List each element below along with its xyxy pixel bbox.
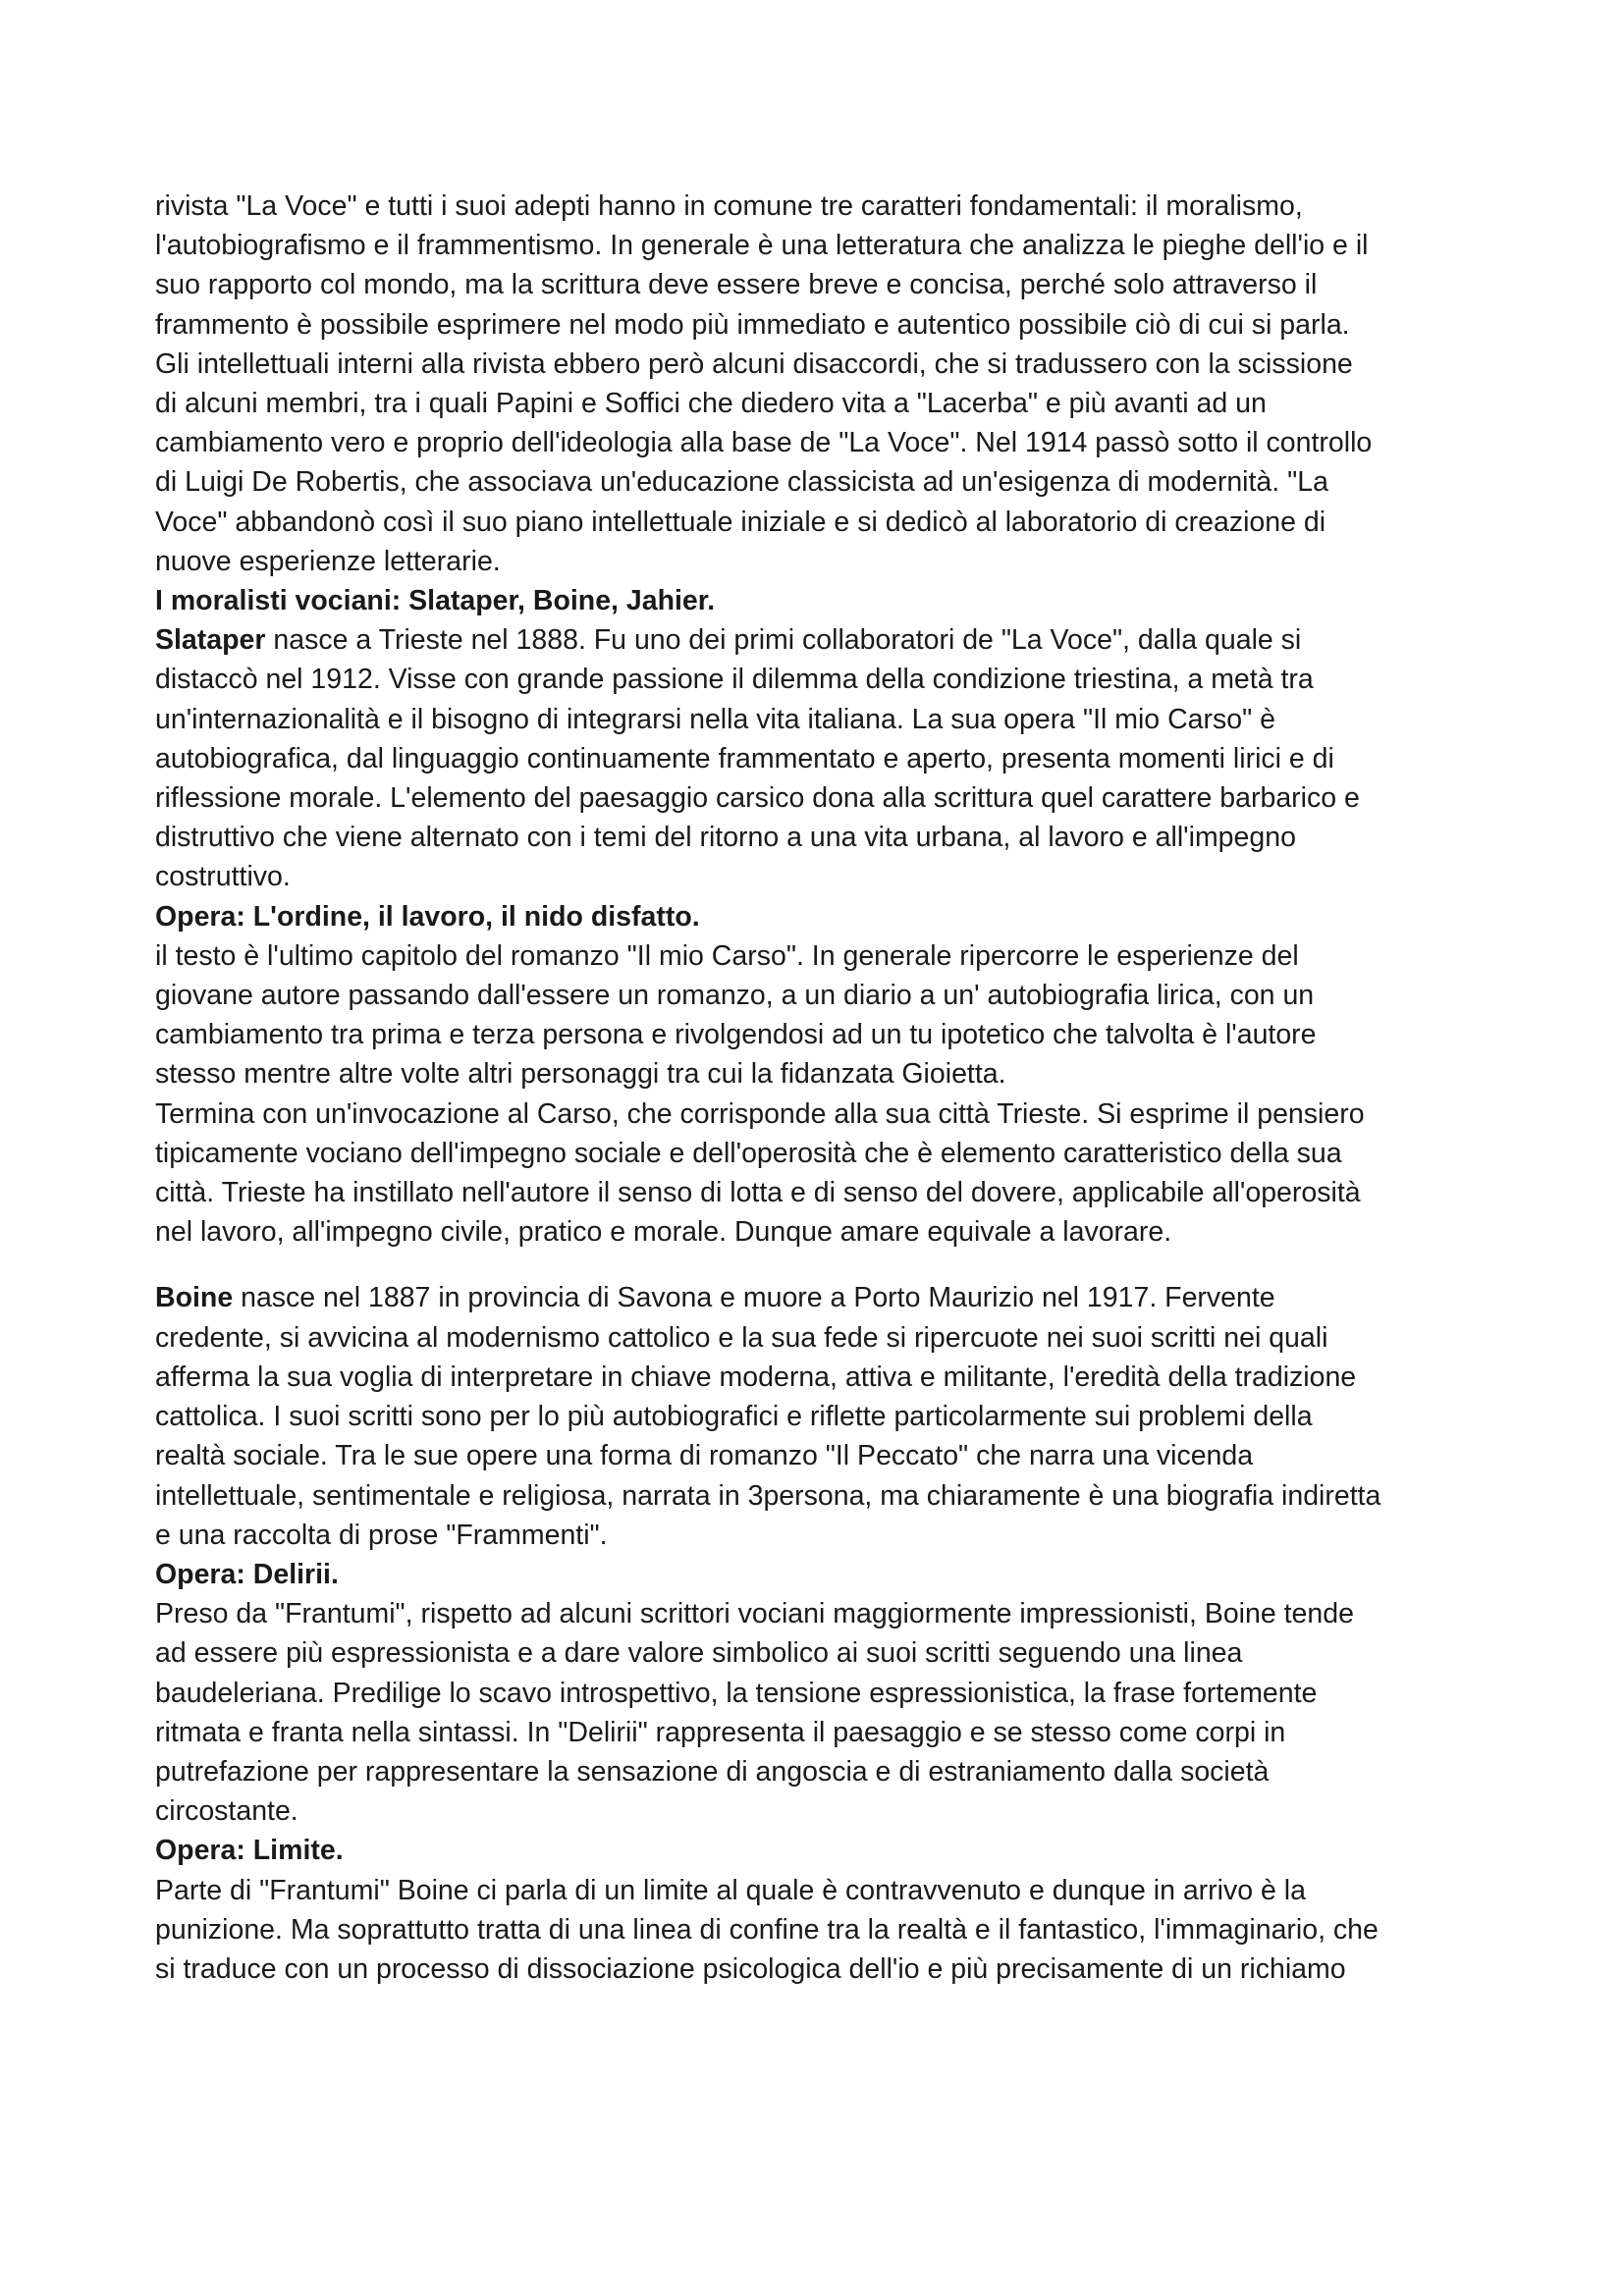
name-slataper: Slataper	[155, 624, 266, 657]
heading-opera-ordine: Opera: L'ordine, il lavoro, il nido disfatto.	[155, 900, 700, 933]
paragraph-ordine: il testo è l'ultimo capitolo del romanzo "Il mio Carso". In generale ripercorre le esperienze del giovane autore passando dall'essere un romanzo, a un diario a un' autobiografia lirica, con un cambiamento tra prima e terza persona e rivolgendosi ad un tu ipotetico che talvolta è l'autore stesso mentre altre volte altri personaggi tra cui la fidanzata Gioietta. Termina con un'invocazione al Carso, che corrisponde alla sua città Trieste. Si esprime il pensiero tipicamente vociano dell'impegno sociale e dell'operosità che è elemento caratteristico della sua città. Trieste ha instillato nell'autore il senso di lotta e di senso del dovere, applicabile all'operosità nel lavoro, all'impegno civile, pratico e morale. Dunque amare equivale a lavorare.	[155, 939, 1365, 1249]
heading-opera-delirii: Opera: Delirii.	[155, 1558, 339, 1590]
heading-moralisti-vociani: I moralisti vociani: Slataper, Boine, Jahier.	[155, 585, 716, 617]
paragraph-slataper-text: nasce a Trieste nel 1888. Fu uno dei primi collaboratori de "La Voce", dalla quale si distaccò nel 1912. Visse con grande passione il dilemma della condizione triestina, a metà tra un'internazionalità e il bisogno di integrarsi nella vita italiana. La sua opera "Il mio Carso" è autobiografica, dal linguaggio continuamente frammentato e aperto, presenta momenti lirici e di riflessione morale. L'elemento del paesaggio carsico dona alla scrittura quel carattere barbarico e distruttivo che viene alternato con i temi del ritorno a una vita urbana, al lavoro e all'impegno costruttivo.	[155, 624, 1360, 893]
heading-opera-limite: Opera: Limite.	[155, 1835, 344, 1867]
document-page	[155, 187, 1490, 1989]
paragraph-la-voce: rivista "La Voce" e tutti i suoi adepti hanno in comune tre caratteri fondamentali: il moralismo, l'autobiografismo e il frammentismo. In generale è una letteratura che analizza le pieghe dell'io e il suo rapporto col mondo, ma la scrittura deve essere breve e concisa, perché solo attraverso il frammento è possibile esprimere nel modo più immediato e autentico possibile ciò di cui si parla. Gli intellettuali interni alla rivista ebbero però alcuni disaccordi, che si tradussero con la scissione di alcuni membri, tra i quali Papini e Soffici che diedero vita a "Lacerba" e più avanti ad un cambiamento vero e proprio dell'ideologia alla base de "La Voce". Nel 1914 passò sotto il controllo di Luigi De Robertis, che associava un'educazione classicista ad un'esigenza di modernità. "La Voce" abbandonò così il suo piano intellettuale iniziale e si dedicò al laboratorio di creazione di nuove esperienze letterarie.	[155, 190, 1373, 577]
paragraph-boine	[155, 1278, 1490, 1554]
name-boine: Boine	[155, 1282, 234, 1314]
paragraph-slataper	[155, 620, 1490, 896]
paragraph-delirii: Preso da "Frantumi", rispetto ad alcuni scrittori vociani maggiormente impressionisti, Boine tende ad essere più espressionista e a dare valore simbolico ai suoi scritti seguendo una linea baudeleriana. Predilige lo scavo introspettivo, la tensione espressionistica, la frase fortemente ritmata e franta nella sintassi. In "Delirii" rappresenta il paesaggio e se stesso come corpi in putrefazione per rappresentare la sensazione di angoscia e di estraniamento dalla società circostante.	[155, 1598, 1354, 1828]
paragraph-boine-text: nasce nel 1887 in provincia di Savona e muore a Porto Maurizio nel 1917. Fervente credente, si avvicina al modernismo cattolico e la sua fede si ripercuote nei suoi scritti nei quali afferma la sua voglia di interpretare in chiave moderna, attiva e militante, l'eredità della tradizione cattolica. I suoi scritti sono per lo più autobiografici e riflette particolarmente sui problemi della realtà sociale. Tra le sue opere una forma di romanzo "Il Peccato" che narra una vicenda intellettuale, sentimentale e religiosa, narrata in 3persona, ma chiaramente è una biografia indiretta e una raccolta di prose "Frammenti".	[155, 1282, 1381, 1551]
paragraph-limite: Parte di "Frantumi" Boine ci parla di un limite al quale è contravvenuto e dunque in arrivo è la punizione. Ma soprattutto tratta di una linea di confine tra la realtà e il fantastico, l'immaginario, che si traduce con un processo di dissociazione psicologica dell'io e più precisamente di un richiamo	[155, 1874, 1379, 1985]
